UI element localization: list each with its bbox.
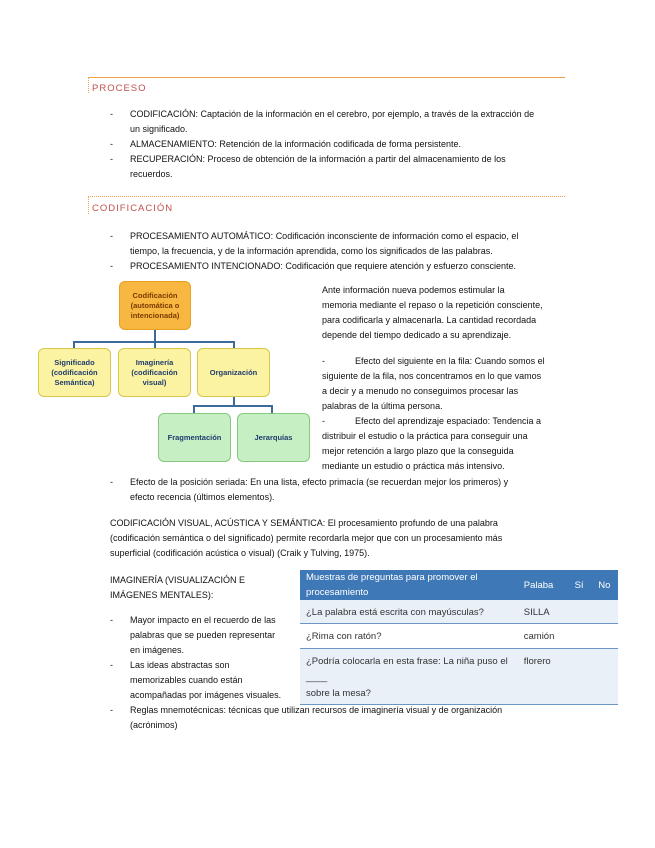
posicion-list (110, 475, 570, 505)
table-header: Palaba (518, 570, 569, 600)
list-item: - ALMACENAMIENTO: Retención de la información codificada de forma persistente. (110, 137, 570, 152)
codificacion-list (110, 229, 570, 274)
table-header: Sí (569, 570, 593, 600)
diagram-node-fragmentacion: Fragmentación (158, 413, 231, 462)
diagram-node-significado: Significado (codificación Semántica) (38, 348, 111, 397)
table-cell: ¿La palabra está escrita con mayúsculas? (300, 600, 518, 623)
diagram-node-imagineria: Imaginería (codificación visual) (118, 348, 191, 397)
list-item: - CODIFICACIÓN: Captación de la información en el cerebro, por ejemplo, a través de la extracción de un significado. (110, 107, 570, 137)
imagineria-list (110, 613, 310, 703)
list-item: - PROCESAMIENTO INTENCIONADO: Codificación que requiere atención y esfuerzo consciente. (110, 259, 570, 274)
proceso-list (110, 107, 570, 182)
repaso-paragraph: Ante información nueva podemos estimular la memoria mediante el repaso o la repetición consciente, para codificarla y almacenarla. La cantidad recordada depende del tiempo dedicado a su aprendizaje. (322, 285, 543, 340)
mnemotecnicas-list (110, 703, 570, 733)
list-item: - PROCESAMIENTO AUTOMÁTICO: Codificación inconsciente de información como el espacio, el tiempo, la frecuencia, y de la información aprendida, como los significados de las palabras. (110, 229, 570, 259)
list-item: - Las ideas abstractas son memorizables cuando están acompañadas por imágenes visuales. (110, 658, 310, 703)
table-row (300, 648, 618, 704)
list-item: - Efecto de la posición seriada: En una lista, efecto primacía (se recuerdan mejor los primeros) y efecto recencia (últimos elementos). (110, 475, 570, 505)
table-row (300, 600, 618, 623)
list-item: - Mayor impacto en el recuerdo de las palabras que se pueden representar en imágenes. (110, 613, 310, 658)
table-header: Muestras de preguntas para promover el procesamiento (300, 570, 518, 600)
list-item: - Reglas mnemotécnicas: técnicas que utilizan recursos de imaginería visual y de organización (acrónimos) (110, 703, 570, 733)
codificacion-visual-paragraph: CODIFICACIÓN VISUAL, ACÚSTICA Y SEMÁNTICA: El procesamiento profundo de una palabra (codificación semántica o del significado) permite recordarla mejor que con un procesamiento más superficial (codificación acústica o visual) (Craik y Tulving, 1975). (110, 518, 503, 558)
list-item: - RECUPERACIÓN: Proceso de obtención de la información a partir del almacenamiento de los recuerdos. (110, 152, 570, 182)
efecto-espaciado-item: - Efecto del aprendizaje espaciado: Tendencia a distribuir el estudio o la práctica para conseguir una mejor retención a largo plazo que la conseguida mediante un estudio o práctica más intensivo. (322, 416, 541, 471)
table-row (300, 623, 618, 648)
section-title-proceso: PROCESO (88, 77, 565, 93)
section-title-codificacion: CODIFICACIÓN (88, 196, 565, 214)
table-header: No (592, 570, 618, 600)
procesamiento-table (300, 570, 618, 705)
table-cell: camión (518, 623, 569, 648)
diagram-node-organizacion: Organización (197, 348, 270, 397)
efecto-siguiente-item: - Efecto del siguiente en la fila: Cuando somos el siguiente de la fila, nos concentramos en lo que vamos a decir y a menudo no conseguimos procesar las palabras de la última persona. (322, 356, 545, 411)
imagineria-title: IMAGINERÍA (VISUALIZACIÓN E IMÁGENES MENTALES): (110, 575, 246, 600)
table-cell: ¿Podría colocarla en esta frase: La niña puso el ____ sobre la mesa? (300, 648, 518, 704)
table-cell: ¿Rima con ratón? (300, 623, 518, 648)
table-cell: SILLA (518, 600, 569, 623)
diagram-node-codificacion: Codificación (automática o intencionada) (119, 281, 191, 330)
table-cell: florero (518, 648, 569, 704)
diagram-node-jerarquias: Jerarquías (237, 413, 310, 462)
